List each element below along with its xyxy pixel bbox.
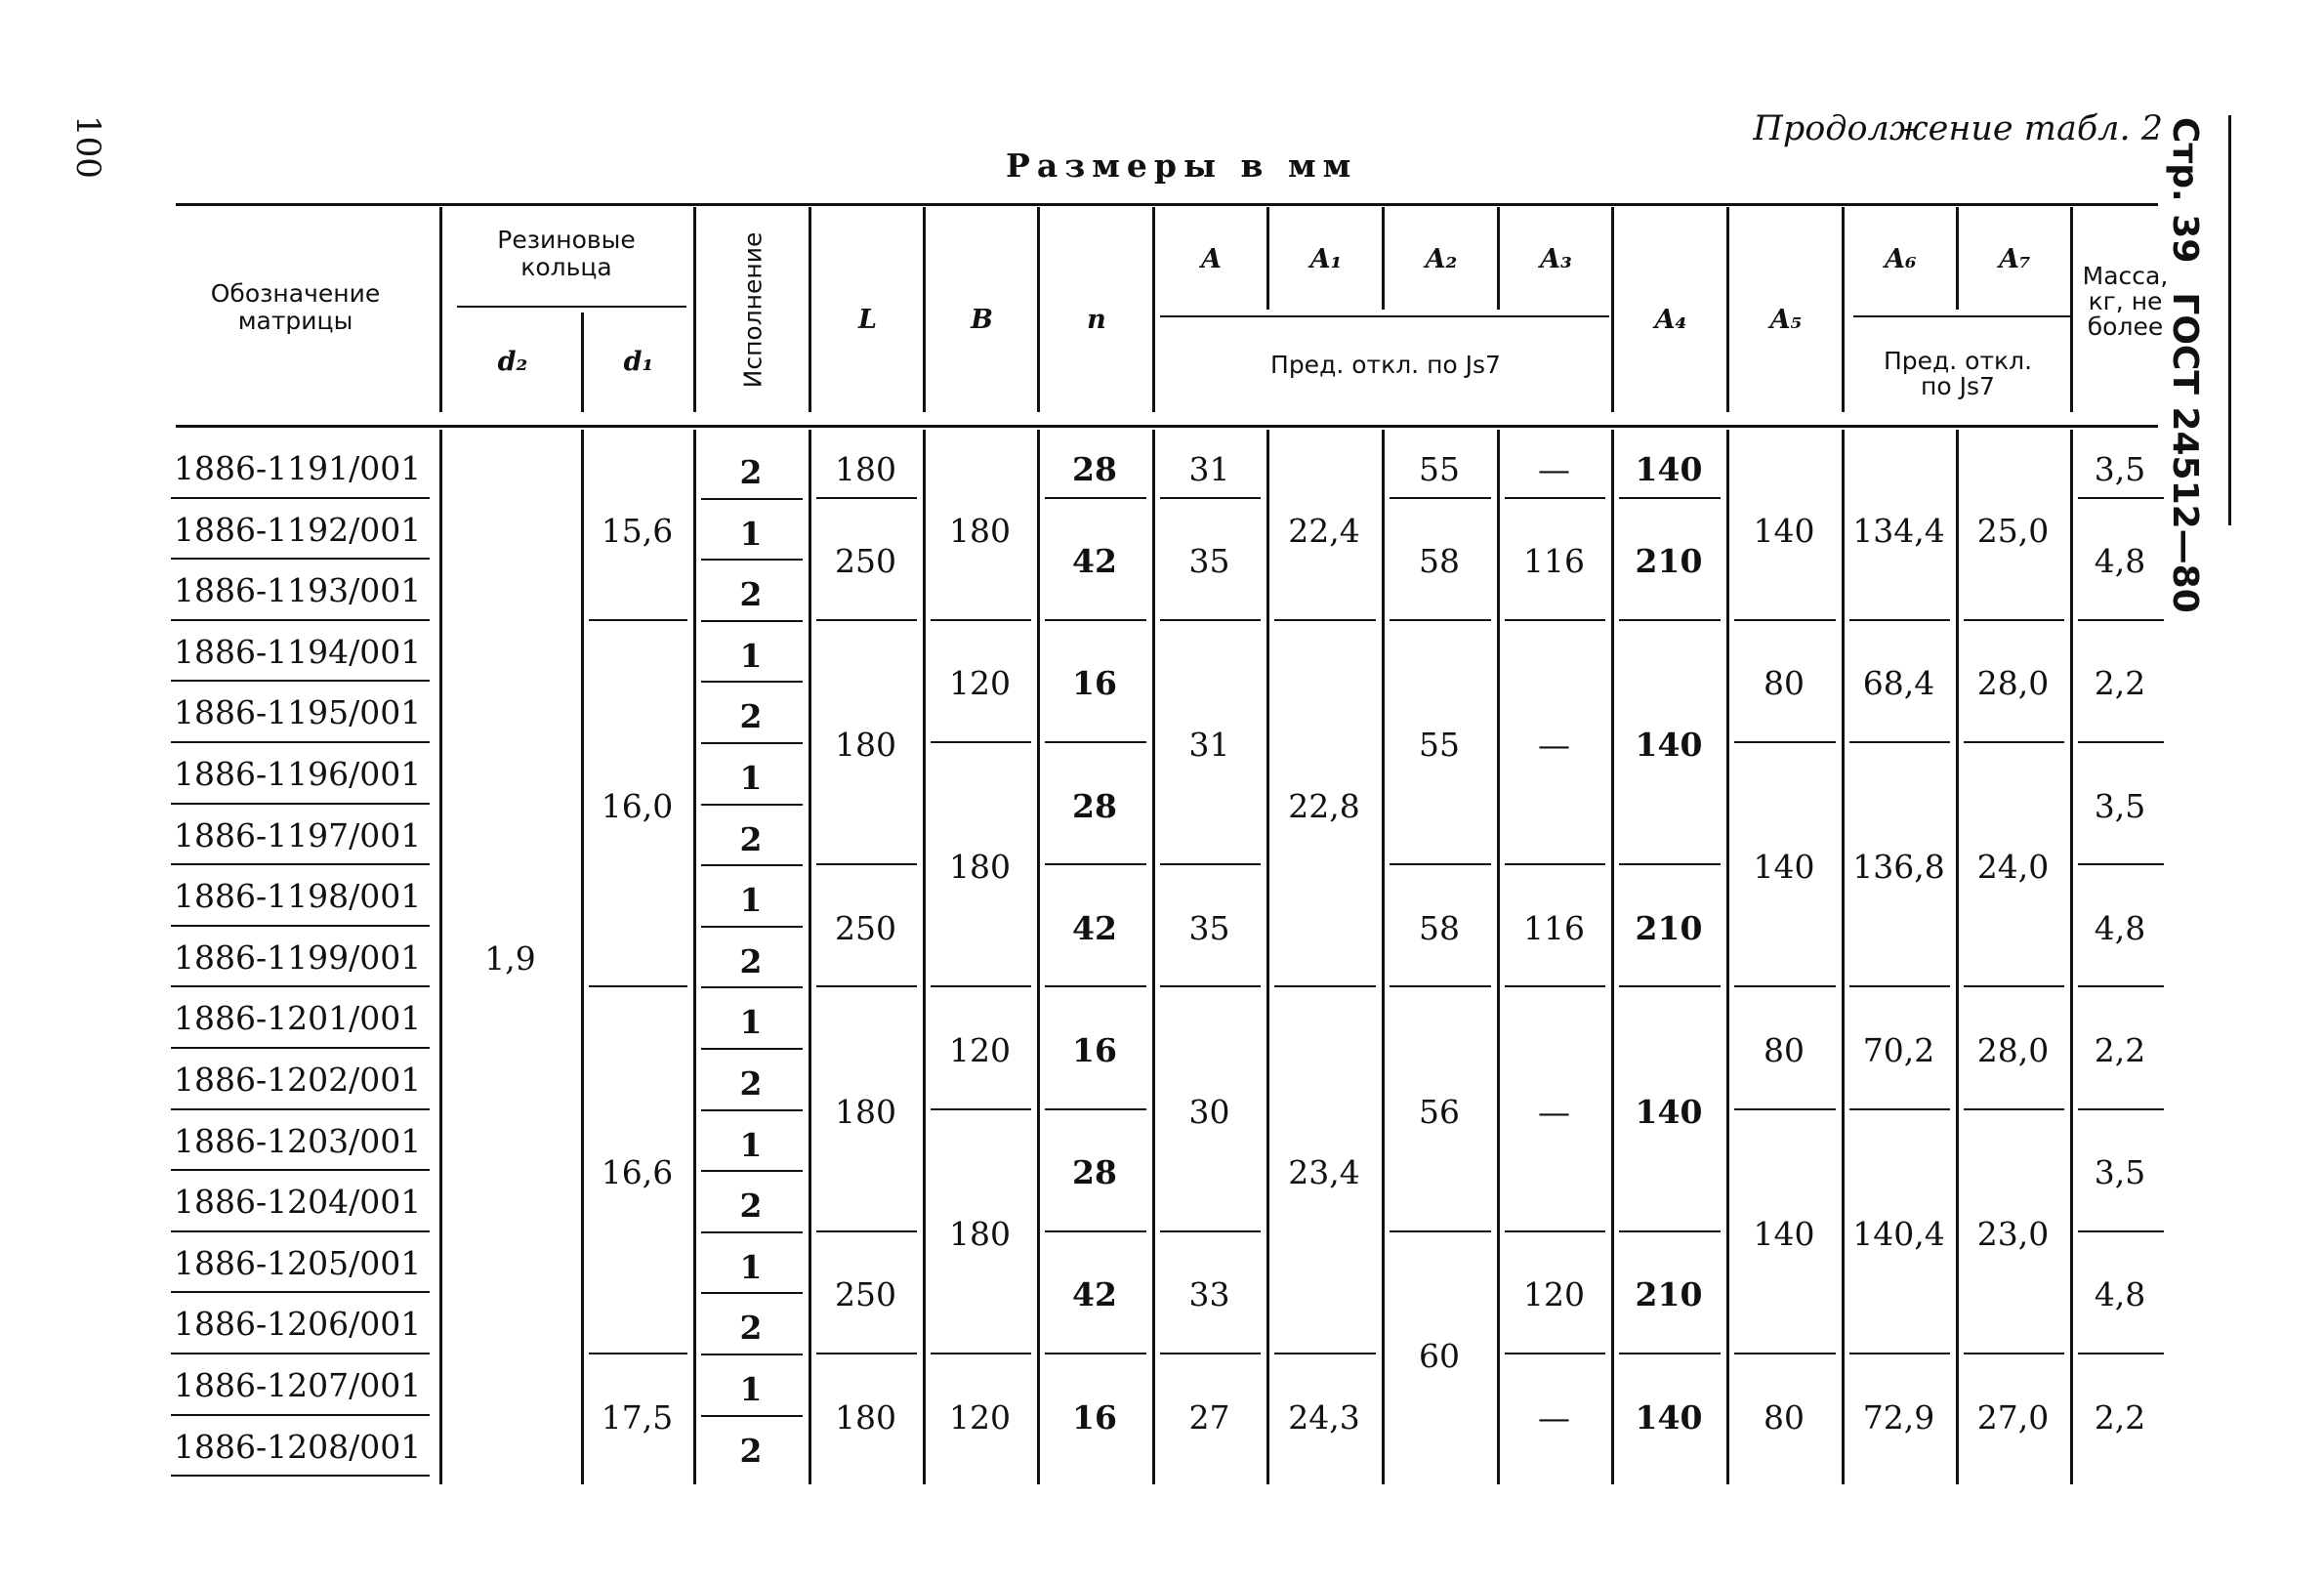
cell-d1: 15,6: [601, 511, 674, 550]
cell-a2: 56: [1419, 1092, 1460, 1131]
row-designation: 1886-1201/001: [174, 999, 422, 1038]
cell-mass: 3,5: [2094, 450, 2146, 489]
row-rule: [171, 1291, 430, 1293]
header-divider: [2070, 207, 2073, 412]
version-rule: [701, 498, 803, 500]
cell-a3: —: [1538, 450, 1570, 489]
page-number: 100: [68, 115, 107, 179]
row-rule: [171, 1047, 430, 1049]
cell-d1: 17,5: [601, 1397, 674, 1437]
row-version: 2: [739, 941, 763, 980]
header-divider: [923, 207, 926, 412]
group-rule: [1734, 1108, 1836, 1110]
version-rule: [701, 742, 803, 744]
cell-a2: 60: [1419, 1337, 1460, 1375]
group-rule: [1505, 1353, 1605, 1354]
row-rule: [171, 803, 430, 805]
group-rule: [1964, 741, 2064, 743]
header-A: A: [1201, 244, 1222, 274]
header-divider: [1266, 207, 1269, 310]
cell-n: 28: [1072, 786, 1117, 825]
header-A6: A₆: [1885, 244, 1917, 274]
group-rule: [1160, 985, 1261, 987]
group-rule: [1619, 1353, 1721, 1354]
group-rule: [1619, 497, 1721, 499]
version-rule: [701, 681, 803, 683]
cell-a3: 116: [1523, 542, 1585, 581]
header-A7: A₇: [1999, 244, 2031, 274]
row-version: 2: [739, 453, 763, 491]
cell-b: 180: [949, 848, 1011, 887]
group-rule: [1390, 619, 1491, 621]
cell-a5: 80: [1764, 1031, 1805, 1069]
cell-a3: —: [1538, 726, 1570, 764]
group-rule: [1505, 985, 1605, 987]
header-rings: Резиновые кольца: [497, 226, 636, 281]
header-L: L: [858, 305, 877, 335]
cell-a: 31: [1188, 450, 1230, 489]
group-rule: [1619, 1230, 1721, 1232]
version-rule: [701, 1109, 803, 1111]
header-A3: A₃: [1540, 244, 1572, 274]
row-rule: [171, 1108, 430, 1110]
version-rule: [701, 1231, 803, 1233]
group-rule: [2078, 863, 2164, 865]
group-rule: [2078, 985, 2164, 987]
cell-l: 250: [835, 542, 896, 581]
table-top-rule: [176, 203, 2158, 206]
cell-n: 42: [1072, 908, 1117, 947]
row-designation: 1886-1198/001: [174, 877, 422, 916]
version-rule: [701, 1048, 803, 1050]
column-divider: [1497, 430, 1500, 1484]
cell-a: 35: [1188, 542, 1230, 581]
header-A1: A₁: [1309, 244, 1343, 274]
cell-l: 180: [835, 450, 896, 489]
row-version: 2: [739, 1431, 763, 1470]
row-rule: [171, 1414, 430, 1416]
group-rule: [1619, 863, 1721, 865]
cell-n: 42: [1072, 1275, 1117, 1314]
cell-a3: 116: [1523, 908, 1585, 947]
group-rule: [931, 1108, 1031, 1110]
cell-n: 28: [1072, 1153, 1117, 1192]
header-tolerance-2-line1: Пред. откл.: [1883, 347, 2033, 375]
group-rule: [1160, 1230, 1261, 1232]
cell-l: 180: [835, 726, 896, 764]
cell-a7: 27,0: [1976, 1397, 2050, 1437]
cell-a6: 136,8: [1852, 848, 1945, 887]
group-rule: [1045, 741, 1146, 743]
cell-n: 42: [1072, 542, 1117, 581]
row-rule: [171, 619, 430, 621]
cell-a3: 120: [1523, 1275, 1585, 1314]
side-page-label: Стр. 39: [2165, 117, 2205, 264]
group-rule: [1045, 863, 1146, 865]
group-rule: [1849, 619, 1950, 621]
cell-a4: 210: [1635, 542, 1703, 581]
group-rule: [2078, 619, 2164, 621]
cell-mass: 4,8: [2094, 908, 2146, 947]
cell-a: 35: [1188, 908, 1230, 947]
row-designation: 1886-1204/001: [174, 1183, 422, 1222]
cell-d1: 16,0: [601, 786, 674, 825]
cell-l: 250: [835, 908, 896, 947]
group-rule: [1274, 1353, 1376, 1354]
row-rule: [171, 1230, 430, 1232]
row-rule: [171, 925, 430, 927]
group-rule: [1045, 619, 1146, 621]
row-rule: [171, 558, 430, 560]
version-rule: [701, 559, 803, 561]
version-rule: [701, 986, 803, 988]
cell-a6: 68,4: [1862, 664, 1935, 703]
version-rule: [701, 620, 803, 622]
cell-a7: 28,0: [1976, 664, 2050, 703]
cell-b: 180: [949, 1214, 1011, 1253]
column-divider: [1152, 430, 1155, 1484]
version-rule: [701, 1354, 803, 1355]
cell-mass: 3,5: [2094, 786, 2146, 825]
row-version: 2: [739, 819, 763, 858]
cell-l: 180: [835, 1397, 896, 1437]
header-divider: [1382, 207, 1385, 310]
column-divider: [581, 430, 584, 1484]
cell-a3: —: [1538, 1092, 1570, 1131]
cell-d2: 1,9: [484, 939, 536, 979]
cell-n: 16: [1072, 664, 1117, 703]
group-rule: [1734, 741, 1836, 743]
cell-a7: 28,0: [1976, 1031, 2050, 1069]
row-version: 1: [739, 1370, 763, 1408]
group-rule: [1390, 863, 1491, 865]
group-rule: [1505, 619, 1605, 621]
cell-a: 31: [1188, 726, 1230, 764]
cell-a5: 140: [1753, 511, 1815, 550]
group-rule: [1619, 985, 1721, 987]
group-rule: [1849, 1108, 1950, 1110]
row-designation: 1886-1206/001: [174, 1305, 422, 1344]
header-divider: [809, 207, 811, 412]
column-divider: [1956, 430, 1959, 1484]
cell-a5: 80: [1764, 1397, 1805, 1437]
column-divider: [1037, 430, 1040, 1484]
header-A4: A₄: [1654, 305, 1687, 335]
group-rule: [816, 863, 917, 865]
row-version: 2: [739, 1187, 763, 1226]
header-designation: Обозначение матрицы: [210, 279, 381, 335]
row-version: 2: [739, 1064, 763, 1103]
row-rule: [171, 1475, 430, 1477]
header-tolerance-2-line2: по Js7: [1921, 372, 1995, 400]
side-rule: [2228, 115, 2231, 525]
cell-a3: —: [1538, 1397, 1570, 1437]
group-rule: [931, 619, 1031, 621]
row-rule: [171, 1353, 430, 1354]
cell-a1: 22,4: [1288, 511, 1360, 550]
row-version: 2: [739, 697, 763, 736]
cell-a6: 72,9: [1862, 1397, 1935, 1437]
row-designation: 1886-1197/001: [174, 815, 422, 854]
row-designation: 1886-1207/001: [174, 1366, 422, 1404]
cell-a4: 210: [1635, 1275, 1703, 1314]
cell-b: 120: [949, 1031, 1011, 1069]
group-rule: [1849, 985, 1950, 987]
cell-b: 120: [949, 664, 1011, 703]
group-rule: [2078, 497, 2164, 499]
tolerance-rule-1: [1160, 315, 1609, 317]
group-rule: [1734, 619, 1836, 621]
group-rule: [1045, 985, 1146, 987]
row-rule: [171, 680, 430, 682]
header-d2: d₂: [497, 347, 528, 377]
version-rule: [701, 864, 803, 866]
group-rule: [1160, 497, 1261, 499]
group-rule: [816, 985, 917, 987]
cell-b: 180: [949, 511, 1011, 550]
version-rule: [701, 804, 803, 806]
header-divider: [693, 207, 696, 412]
column-divider: [1611, 430, 1614, 1484]
cell-l: 250: [835, 1275, 896, 1314]
header-divider: [1497, 207, 1500, 310]
cell-a4: 140: [1635, 450, 1703, 489]
group-rule: [1045, 1108, 1146, 1110]
group-rule: [931, 985, 1031, 987]
table-continuation-caption: Продолжение табл. 2: [1753, 109, 2163, 148]
row-designation: 1886-1191/001: [174, 449, 422, 487]
cell-a5: 140: [1753, 1214, 1815, 1253]
header-bottom-rule: [176, 425, 2158, 428]
column-divider: [809, 430, 811, 1484]
group-rule: [1505, 497, 1605, 499]
cell-a7: 24,0: [1976, 848, 2050, 887]
group-rule: [1849, 1353, 1950, 1354]
group-rule: [1964, 985, 2064, 987]
row-designation: 1886-1192/001: [174, 510, 422, 549]
row-version: 1: [739, 881, 763, 920]
group-rule: [1274, 985, 1376, 987]
group-rule: [589, 1353, 687, 1354]
version-rule: [701, 1292, 803, 1294]
row-rule: [171, 985, 430, 987]
header-mass: Масса, кг, не более: [2082, 262, 2169, 341]
units-title: Размеры в мм: [1006, 146, 1358, 185]
group-rule: [1734, 985, 1836, 987]
header-divider: [1037, 207, 1040, 412]
group-rule: [816, 619, 917, 621]
row-rule: [171, 497, 430, 499]
group-rule: [1849, 741, 1950, 743]
cell-a1: 22,8: [1288, 786, 1360, 825]
row-version: 1: [739, 1247, 763, 1286]
column-divider: [1382, 430, 1385, 1484]
group-rule: [1619, 619, 1721, 621]
cell-a2: 55: [1419, 726, 1460, 764]
column-divider: [1842, 430, 1845, 1484]
group-rule: [1045, 1353, 1146, 1354]
cell-a7: 23,0: [1976, 1214, 2050, 1253]
cell-n: 16: [1072, 1031, 1117, 1069]
group-rule: [816, 1230, 917, 1232]
group-rule: [1734, 1353, 1836, 1354]
cell-a6: 134,4: [1852, 511, 1945, 550]
row-version: 1: [739, 636, 763, 675]
group-rule: [816, 497, 917, 499]
group-rule: [1964, 619, 2064, 621]
cell-a4: 140: [1635, 726, 1703, 764]
row-version: 1: [739, 514, 763, 553]
cell-a2: 58: [1419, 908, 1460, 947]
header-version: Исполнение: [738, 231, 768, 388]
cell-mass: 4,8: [2094, 542, 2146, 581]
group-rule: [1274, 619, 1376, 621]
row-rule: [171, 741, 430, 743]
group-rule: [2078, 1230, 2164, 1232]
header-divider: [1611, 207, 1614, 412]
row-rule: [171, 1169, 430, 1171]
cell-a: 33: [1188, 1275, 1230, 1314]
row-version: 1: [739, 759, 763, 797]
group-rule: [589, 619, 687, 621]
cell-n: 28: [1072, 450, 1117, 489]
header-n: n: [1087, 305, 1106, 335]
header-version-cell: [697, 207, 809, 412]
row-version: 2: [739, 1309, 763, 1348]
cell-a4: 140: [1635, 1397, 1703, 1437]
group-rule: [2078, 1108, 2164, 1110]
group-rule: [1964, 1353, 2064, 1354]
row-designation: 1886-1203/001: [174, 1121, 422, 1160]
cell-b: 120: [949, 1397, 1011, 1437]
group-rule: [931, 741, 1031, 743]
group-rule: [1505, 1230, 1605, 1232]
header-A5: A₅: [1769, 305, 1803, 335]
header-tolerance-1: Пред. откл. по Js7: [1270, 351, 1501, 379]
group-rule: [1160, 619, 1261, 621]
row-version: 1: [739, 1003, 763, 1042]
group-rule: [1160, 863, 1261, 865]
cell-mass: 3,5: [2094, 1153, 2146, 1192]
cell-a1: 24,3: [1288, 1397, 1360, 1437]
row-designation: 1886-1199/001: [174, 937, 422, 977]
cell-a5: 140: [1753, 848, 1815, 887]
side-gost-label: ГОСТ 24512—80: [2165, 292, 2205, 613]
group-rule: [2078, 741, 2164, 743]
row-version: 1: [739, 1125, 763, 1164]
cell-a2: 55: [1419, 450, 1460, 489]
group-rule: [589, 985, 687, 987]
group-rule: [1045, 497, 1146, 499]
group-rule: [1390, 1230, 1491, 1232]
version-rule: [701, 926, 803, 928]
group-rule: [2078, 1353, 2164, 1354]
group-rule: [816, 1353, 917, 1354]
header-d1: d₁: [623, 347, 654, 377]
cell-a6: 70,2: [1862, 1031, 1935, 1069]
group-rule: [1390, 985, 1491, 987]
cell-n: 16: [1072, 1397, 1117, 1437]
cell-mass: 2,2: [2094, 664, 2146, 703]
tolerance-rule-2: [1853, 315, 2070, 317]
cell-d1: 16,6: [601, 1153, 674, 1192]
version-rule: [701, 1170, 803, 1172]
cell-a7: 25,0: [1976, 511, 2050, 550]
group-rule: [1390, 497, 1491, 499]
header-divider: [1726, 207, 1729, 412]
column-divider: [2070, 430, 2073, 1484]
cell-mass: 4,8: [2094, 1275, 2146, 1314]
header-divider: [1842, 207, 1845, 412]
group-rule: [1160, 1353, 1261, 1354]
row-designation: 1886-1205/001: [174, 1243, 422, 1282]
cell-mass: 2,2: [2094, 1397, 2146, 1437]
cell-a: 27: [1188, 1397, 1230, 1437]
cell-a4: 140: [1635, 1092, 1703, 1131]
row-rule: [171, 863, 430, 865]
header-divider: [1956, 207, 1959, 310]
row-designation: 1886-1193/001: [174, 571, 422, 610]
rings-subheader-rule: [457, 306, 686, 308]
cell-a6: 140,4: [1852, 1214, 1945, 1253]
header-A2: A₂: [1425, 244, 1458, 274]
cell-a1: 23,4: [1288, 1153, 1360, 1192]
cell-mass: 2,2: [2094, 1031, 2146, 1069]
side-header: [2165, 117, 2205, 613]
cell-a: 30: [1188, 1092, 1230, 1131]
cell-a5: 80: [1764, 664, 1805, 703]
row-designation: 1886-1194/001: [174, 632, 422, 671]
column-divider: [1266, 430, 1269, 1484]
header-divider: [1152, 207, 1155, 412]
header-divider: [439, 207, 442, 412]
group-rule: [931, 1353, 1031, 1354]
row-designation: 1886-1208/001: [174, 1427, 422, 1466]
row-version: 2: [739, 575, 763, 614]
cell-l: 180: [835, 1092, 896, 1131]
cell-a2: 58: [1419, 542, 1460, 581]
cell-a4: 210: [1635, 908, 1703, 947]
group-rule: [1964, 1108, 2064, 1110]
version-rule: [701, 1415, 803, 1417]
column-divider: [923, 430, 926, 1484]
group-rule: [1505, 863, 1605, 865]
row-designation: 1886-1195/001: [174, 693, 422, 732]
row-designation: 1886-1196/001: [174, 755, 422, 793]
group-rule: [1045, 1230, 1146, 1232]
row-designation: 1886-1202/001: [174, 1061, 422, 1099]
column-divider: [1726, 430, 1729, 1484]
header-B: B: [971, 305, 993, 335]
